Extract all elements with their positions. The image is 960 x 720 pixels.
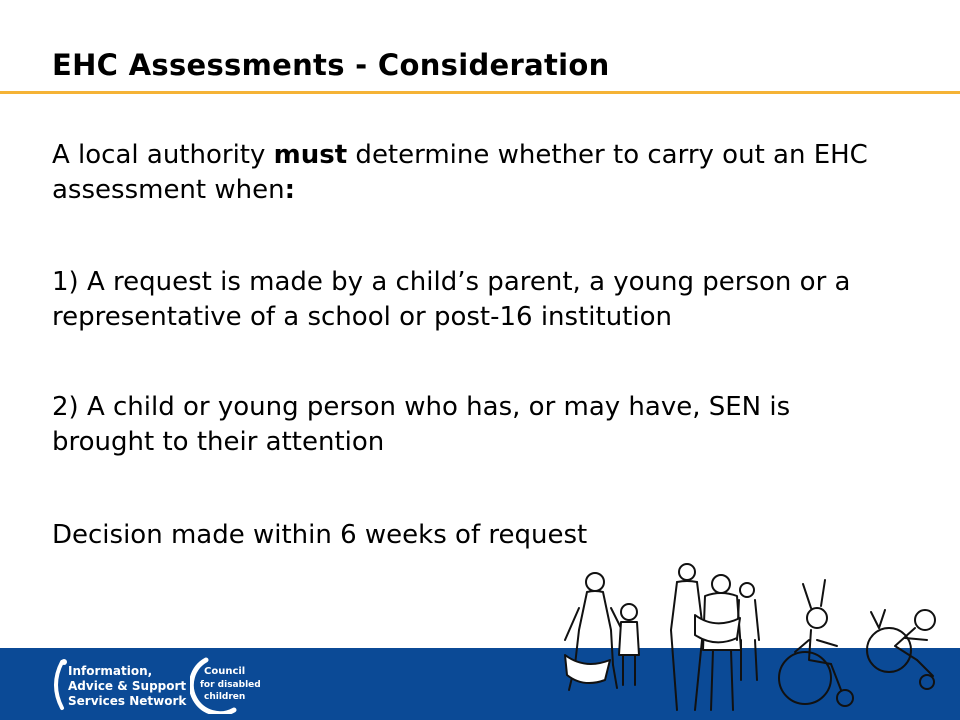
slide-title: EHC Assessments - Consideration: [52, 48, 610, 82]
adult-group-figure: [671, 564, 759, 710]
cdc-logo-line3: children: [204, 692, 246, 702]
cdc-logo-line2: for disabled: [200, 680, 261, 690]
ias-logo-line2: Advice & Support: [68, 679, 187, 693]
decision-text: Decision made within 6 weeks of request: [52, 520, 588, 550]
people-illustration: [555, 560, 955, 720]
ias-logo-line3: Services Network: [68, 694, 187, 708]
cdc-logo: [190, 652, 270, 714]
intro-emphasis: must: [273, 140, 348, 170]
intro-paragraph: [52, 138, 872, 208]
adult-with-child-figure: [565, 573, 639, 690]
list-item-2: 2) A child or young person who has, or may have, SEN is brought to their attention: [52, 392, 791, 457]
list-item-1: 1) A request is made by a child’s parent, a young person or a representative of a school or post-16 institution: [52, 267, 851, 332]
title-divider: [0, 91, 960, 94]
child-wheelchair-figure: [867, 610, 935, 689]
cdc-logo-line1: Council: [204, 666, 246, 677]
intro-text-start: A local authority: [52, 140, 274, 170]
intro-text-end: determine whether to carry out an EHC assessment when: [52, 140, 868, 205]
intro-colon: :: [284, 175, 295, 205]
wheelchair-user-figure: [779, 580, 853, 706]
ias-logo-line1: Information,: [68, 664, 153, 678]
ias-network-logo: [48, 656, 188, 714]
